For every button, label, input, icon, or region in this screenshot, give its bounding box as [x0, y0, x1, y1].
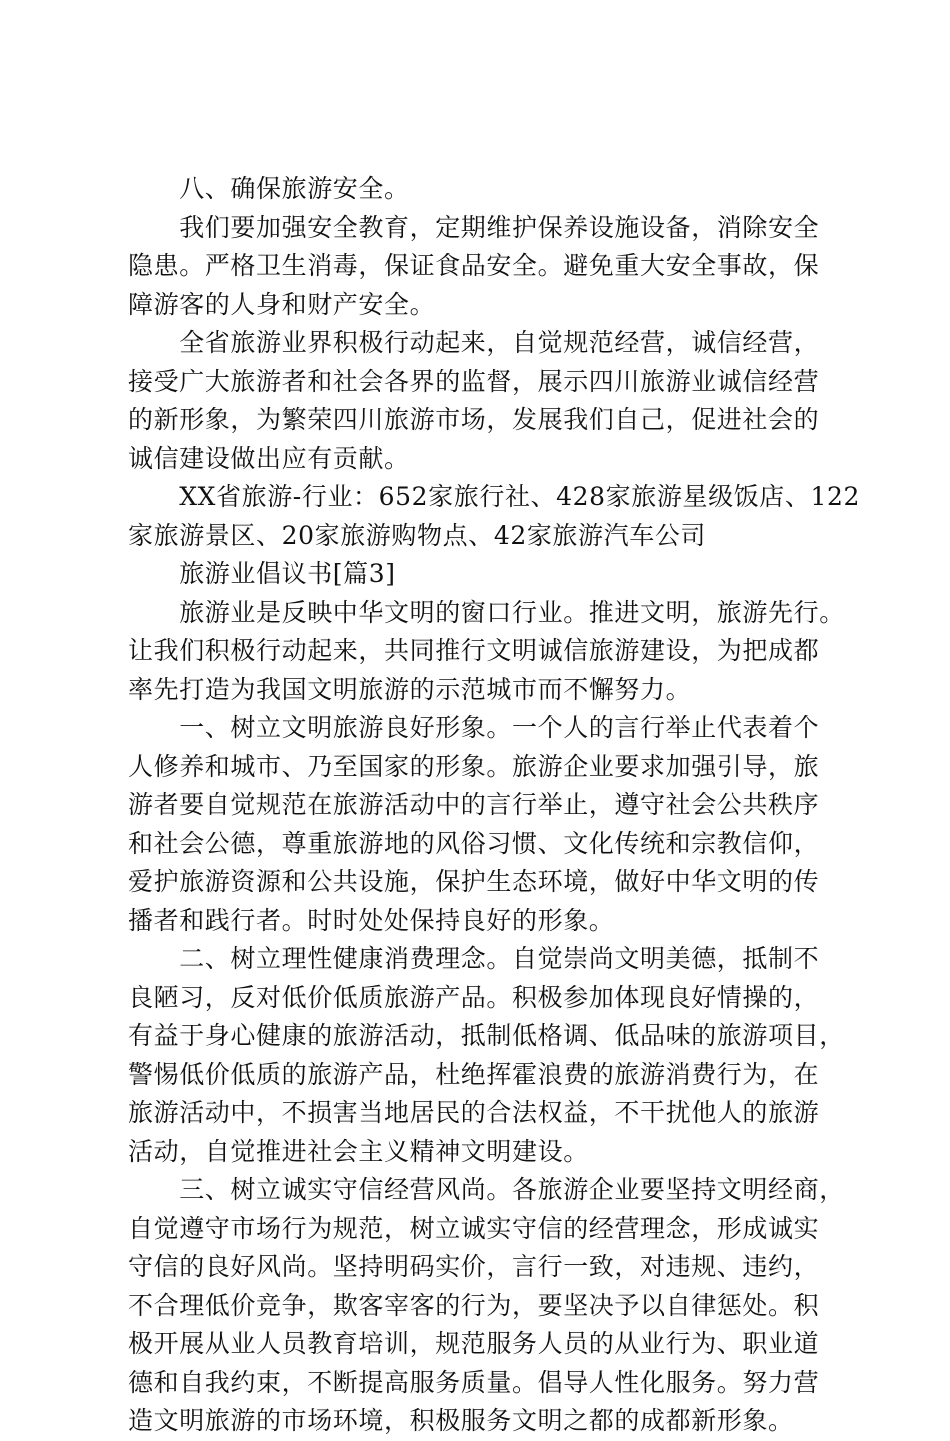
- text-line: 人修养和城市、乃至国家的形象。旅游企业要求加强引导，旅: [128, 751, 820, 781]
- text-line: 自觉遵守市场行为规范，树立诚实守信的经营理念，形成诚实: [128, 1213, 820, 1243]
- text-line: 接受广大旅游者和社会各界的监督，展示四川旅游业诚信经营: [128, 366, 820, 396]
- text-line: 一、树立文明旅游良好形象。一个人的言行举止代表着个: [128, 713, 820, 742]
- text-line: 的新形象，为繁荣四川旅游市场，发展我们自己，促进社会的: [128, 405, 820, 434]
- text-line: 让我们积极行动起来，共同推行文明诚信旅游建设，为把成都: [128, 636, 820, 665]
- text-line: 良陋习，反对低价低质旅游产品。积极参加体现良好情操的，: [128, 982, 820, 1012]
- section-title-part3: 旅游业倡议书[篇3]: [128, 559, 396, 588]
- text-line: 极开展从业人员教育培训，规范服务人员的从业行为、职业道: [128, 1329, 820, 1358]
- text-line: 障游客的人身和财产安全。: [128, 289, 436, 319]
- text-line: 旅游活动中，不损害当地居民的合法权益，不干扰他人的旅游: [128, 1098, 820, 1127]
- text-line: 和社会公德，尊重旅游地的风俗习惯、文化传统和宗教信仰，: [128, 828, 820, 858]
- text-line: 我们要加强安全教育，定期维护保养设施设备，消除安全: [128, 212, 820, 242]
- industry-stats-line: XX省旅游-行业：652家旅行社、428家旅游星级饭店、122: [128, 482, 860, 511]
- text-line: 不合理低价竞争，欺客宰客的行为，要坚决予以自律惩处。积: [128, 1290, 820, 1320]
- text-line: 诚信建设做出应有贡献。: [128, 443, 410, 473]
- text-line: 全省旅游业界积极行动起来，自觉规范经营，诚信经营，: [128, 328, 820, 357]
- section-heading-safety: 八、确保旅游安全。: [128, 174, 410, 203]
- text-line: 有益于身心健康的旅游活动，抵制低格调、低品味的旅游项目，: [128, 1021, 845, 1050]
- text-line: 造文明旅游的市场环境，积极服务文明之都的成都新形象。: [128, 1406, 794, 1435]
- text-line: 隐患。严格卫生消毒，保证食品安全。避免重大安全事故，保: [128, 251, 820, 280]
- text-line: 德和自我约束，不断提高服务质量。倡导人性化服务。努力营: [128, 1367, 820, 1397]
- text-line: 警惕低价低质的旅游产品，杜绝挥霍浪费的旅游消费行为，在: [128, 1059, 820, 1089]
- text-line: 率先打造为我国文明旅游的示范城市而不懈努力。: [128, 674, 692, 704]
- text-line: 三、树立诚实守信经营风尚。各旅游企业要坚持文明经商，: [128, 1175, 845, 1204]
- text-line: 播者和践行者。时时处处保持良好的形象。: [128, 905, 615, 935]
- text-line: 守信的良好风尚。坚持明码实价，言行一致，对违规、违约，: [128, 1252, 820, 1281]
- text-line: 二、树立理性健康消费理念。自觉崇尚文明美德，抵制不: [128, 944, 820, 973]
- document-body: [128, 170, 860, 1441]
- text-line: 游者要自觉规范在旅游活动中的言行举止，遵守社会公共秩序: [128, 790, 820, 819]
- industry-stats-line: 家旅游景区、20家旅游购物点、42家旅游汽车公司: [128, 520, 707, 550]
- text-line: 旅游业是反映中华文明的窗口行业。推进文明，旅游先行。: [128, 597, 845, 627]
- text-line: 活动，自觉推进社会主义精神文明建设。: [128, 1136, 589, 1166]
- text-line: 爱护旅游资源和公共设施，保护生态环境，做好中华文明的传: [128, 867, 820, 896]
